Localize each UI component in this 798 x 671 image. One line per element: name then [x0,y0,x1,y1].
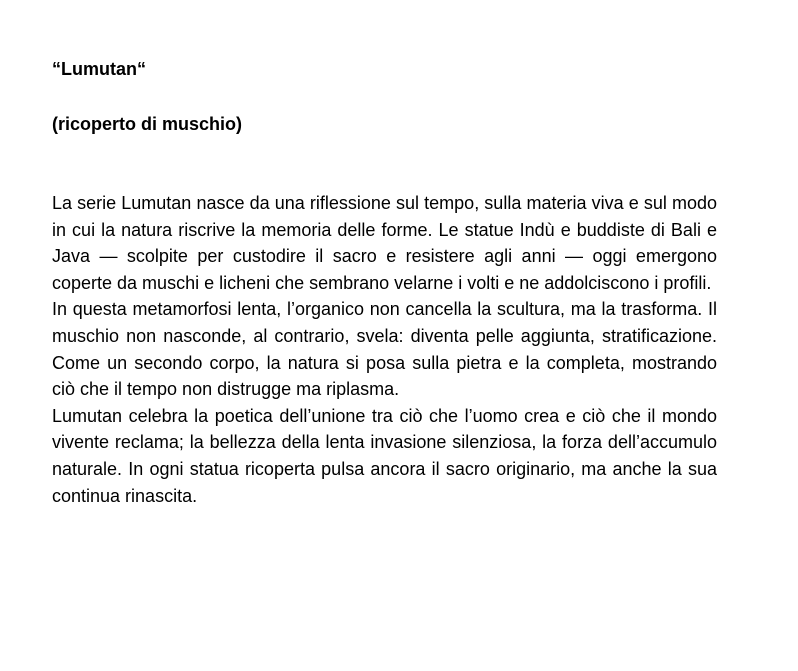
paragraph-2: In questa metamorfosi lenta, l’organico non cancella la scultura, ma la trasforma. Il muschio non nasconde, al contrario, svela: diventa pelle aggiunta, stratificazione. Come un secondo corpo, la natura si posa sulla pietra e la completa, mostrando ciò che il tempo non distrugge ma riplasma. [52,299,717,400]
document-title: “Lumutan“ [52,59,146,79]
document-subtitle: (ricoperto di muschio) [52,114,243,134]
document-page [52,58,717,509]
document-body [52,190,717,509]
paragraph-3: Lumutan celebra la poetica dell’unione tra ciò che l’uomo crea e ciò che il mondo vivente reclama; la bellezza della lenta invasione silenziosa, la forza dell’accumulo naturale. In ogni statua ricoperta pulsa ancora il sacro originario, ma anche la sua continua rinascita. [52,405,717,506]
paragraph-1: La serie Lumutan nasce da una riflessione sul tempo, sulla materia viva e sul modo in cui la natura riscrive la memoria delle forme. Le statue Indù e buddiste di Bali e Java — scolpite per custodire il sacro e resistere agli anni — oggi emergono coperte da muschi e licheni che sembrano velarne i volti e ne addolciscono i profili. [52,193,717,293]
